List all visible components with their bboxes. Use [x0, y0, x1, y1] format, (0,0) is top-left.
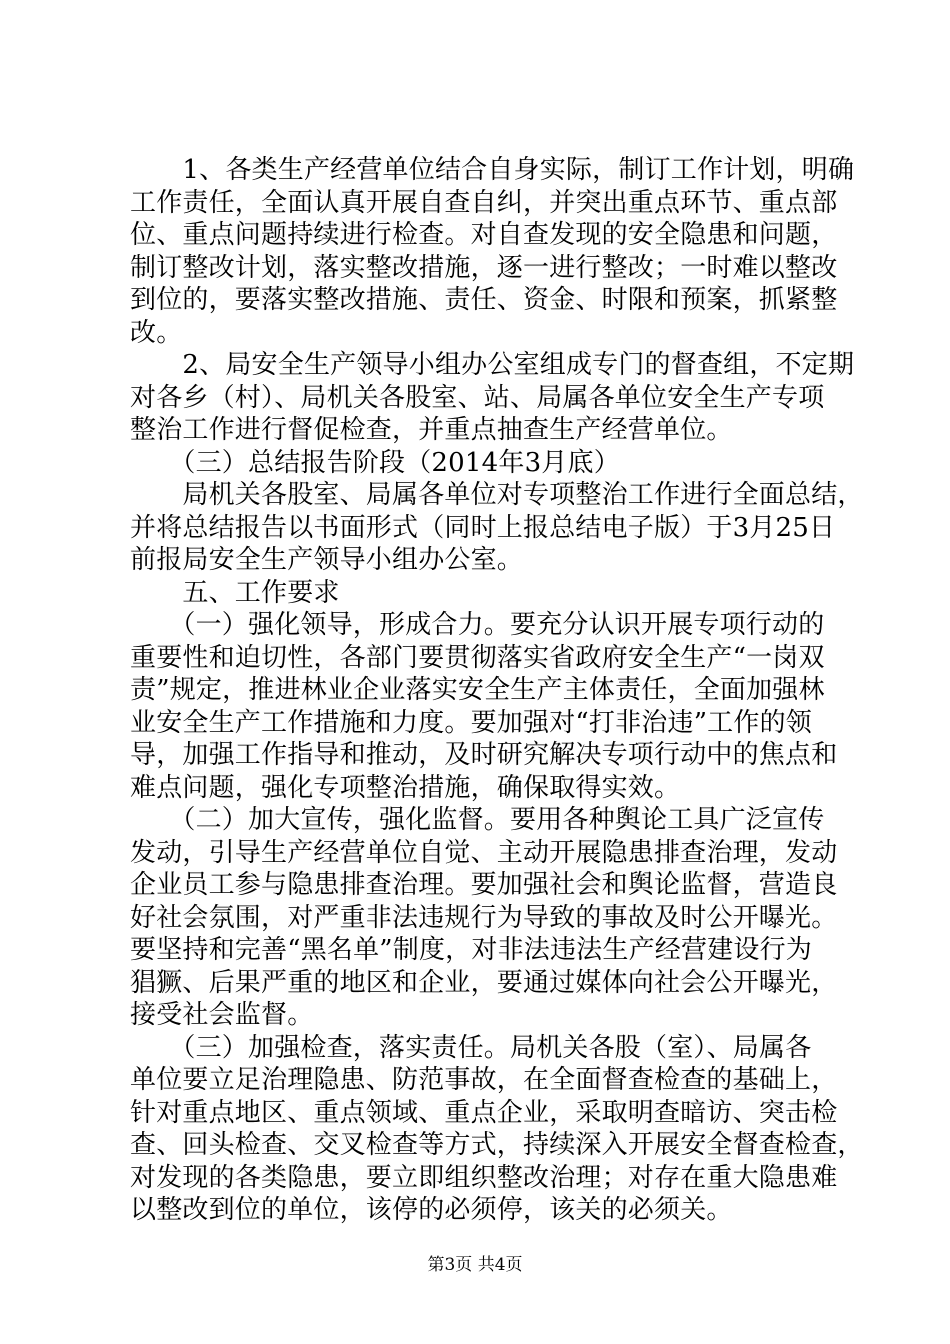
text-line: 到位的，要落实整改措施、责任、资金、时限和预案，抓紧整	[130, 285, 838, 315]
text-line: 导，加强工作指导和推动，及时研究解决专项行动中的焦点和	[130, 740, 838, 770]
text-line: （一）强化领导，形成合力。要充分认识开展专项行动的	[130, 610, 825, 640]
text-line: 猖獗、后果严重的地区和企业，要通过媒体向社会公开曝光，	[130, 967, 838, 998]
text-line: 对各乡（村）、局机关各股室、站、局属各单位安全生产专项	[130, 382, 825, 413]
text-line: （三）加强检查，落实责任。局机关各股（室）、局属各	[130, 1032, 812, 1063]
text-line: 难点问题，强化专项整治措施，确保取得实效。	[130, 772, 681, 803]
text-line: 制订整改计划，落实整改措施，逐一进行整改；一时难以整改	[130, 252, 838, 283]
page-footer: 第3页 共4页	[427, 1255, 523, 1275]
text-line: 企业员工参与隐患排查治理。要加强社会和舆论监督，营造良	[130, 870, 838, 900]
text-line: 责”规定，推进林业企业落实安全生产主体责任，全面加强林	[130, 675, 825, 705]
text-line: 针对重点地区、重点领域、重点企业，采取明查暗访、突击检	[130, 1097, 838, 1128]
text-line: 整治工作进行督促检查，并重点抽查生产经营单位。	[130, 415, 733, 445]
text-line: 业安全生产工作措施和力度。要加强对“打非治违”工作的领	[130, 707, 812, 738]
text-line: 查、回头检查、交叉检查等方式，持续深入开展安全督查检查，	[130, 1130, 864, 1160]
text-line: 改。	[130, 317, 183, 348]
text-line: （二）加大宣传，强化监督。要用各种舆论工具广泛宣传	[130, 805, 825, 835]
text-line: 重要性和迫切性，各部门要贯彻落实省政府安全生产“一岗双	[130, 642, 825, 673]
text-line: 1、各类生产经营单位结合自身实际，制订工作计划，明确	[130, 155, 855, 185]
text-line: 五、工作要求	[130, 577, 340, 608]
text-line: 位、重点问题持续进行检查。对自查发现的安全隐患和问题，	[130, 220, 838, 250]
text-line: 以整改到位的单位，该停的必须停，该关的必须关。	[130, 1195, 733, 1225]
text-line: 接受社会监督。	[130, 1000, 314, 1030]
text-line: （三）总结报告阶段（2014年3月底）	[130, 447, 620, 478]
text-line: 对发现的各类隐患，要立即组织整改治理；对存在重大隐患难	[130, 1162, 838, 1193]
text-line: 前报局安全生产领导小组办公室。	[130, 545, 524, 575]
text-line: 局机关各股室、局属各单位对专项整治工作进行全面总结，	[130, 480, 864, 510]
text-line: 并将总结报告以书面形式（同时上报总结电子版）于3月25日	[130, 512, 836, 543]
text-line: 要坚持和完善“黑名单”制度，对非法违法生产经营建设行为	[130, 935, 812, 965]
text-line: 工作责任，全面认真开展自查自纠，并突出重点环节、重点部	[130, 187, 838, 218]
text-line: 好社会氛围，对严重非法违规行为导致的事故及时公开曝光。	[130, 902, 838, 933]
text-line: 2、局安全生产领导小组办公室组成专门的督查组，不定期	[130, 350, 855, 380]
text-line: 发动，引导生产经营单位自觉、主动开展隐患排查治理，发动	[130, 837, 838, 868]
text-line: 单位要立足治理隐患、防范事故，在全面督查检查的基础上，	[130, 1065, 838, 1095]
